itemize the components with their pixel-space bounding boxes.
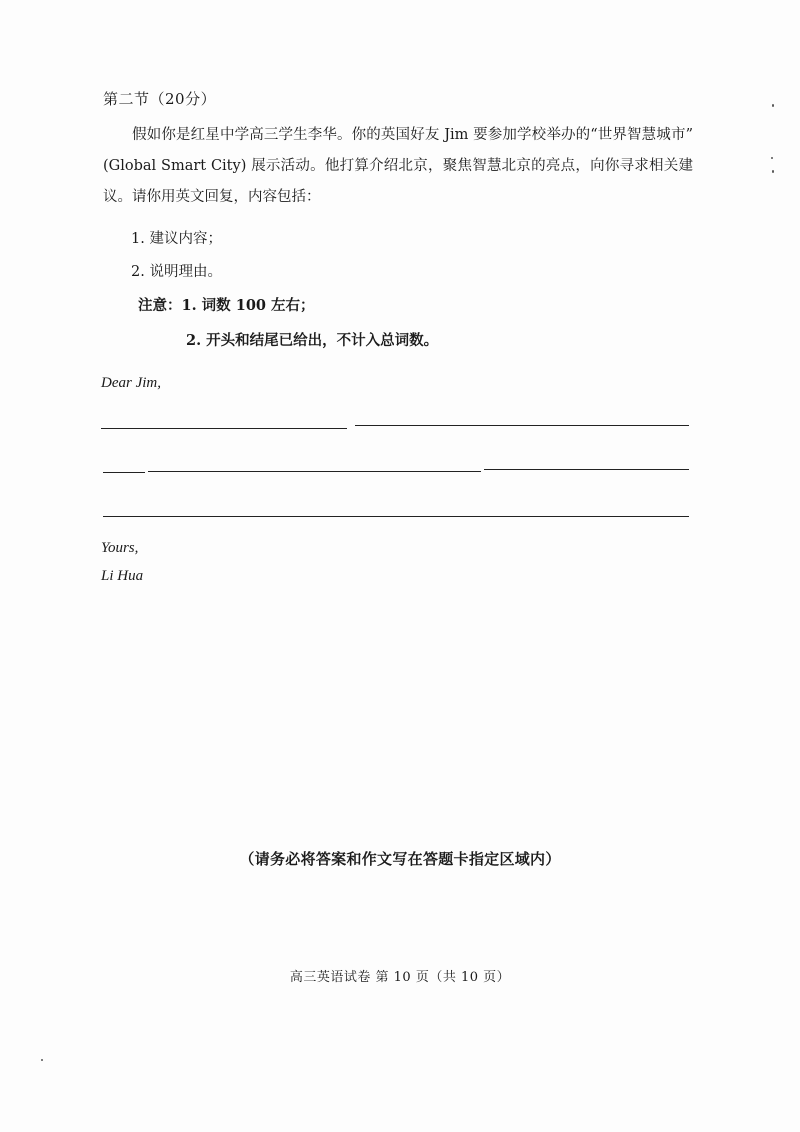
letter-signature: Li Hua [101,568,144,584]
writing-prompt-text: 假如你是红星中学高三学生李华。你的英国好友 Jim 要参加学校举办的“世界智慧城市” (Global Smart City) 展示活动。他打算介绍北京，聚焦智慧北京的亮点，向你寻求相关建议。请你用英文回复，内容包括： [103,127,693,205]
answer-line-2b [148,471,481,472]
scan-speck [772,170,774,173]
answer-sheet-reminder: （请务必将答案和作文写在答题卡指定区域内） [239,850,561,868]
section-title: 第二节（20分） [103,90,217,108]
note-word-count: 注意：1. 词数 100 左右； [138,297,315,314]
answer-line-2a [103,472,145,473]
scan-speck [41,1059,43,1061]
writing-prompt [103,120,693,213]
scan-speck [771,157,773,159]
letter-greeting: Dear Jim, [101,375,161,391]
requirement-1: 1. 建议内容； [131,231,222,247]
scan-speck [772,104,774,107]
answer-line-1b [355,425,689,426]
answer-line-3 [103,516,689,517]
requirement-2: 2. 说明理由。 [131,264,222,280]
answer-line-1a [101,428,347,429]
answer-line-2c [484,469,689,470]
page-footer: 高三英语试卷 第 10 页（共 10 页） [289,970,511,985]
note-opening-closing: 2. 开头和结尾已给出，不计入总词数。 [186,332,439,349]
letter-closing: Yours, [101,540,139,556]
